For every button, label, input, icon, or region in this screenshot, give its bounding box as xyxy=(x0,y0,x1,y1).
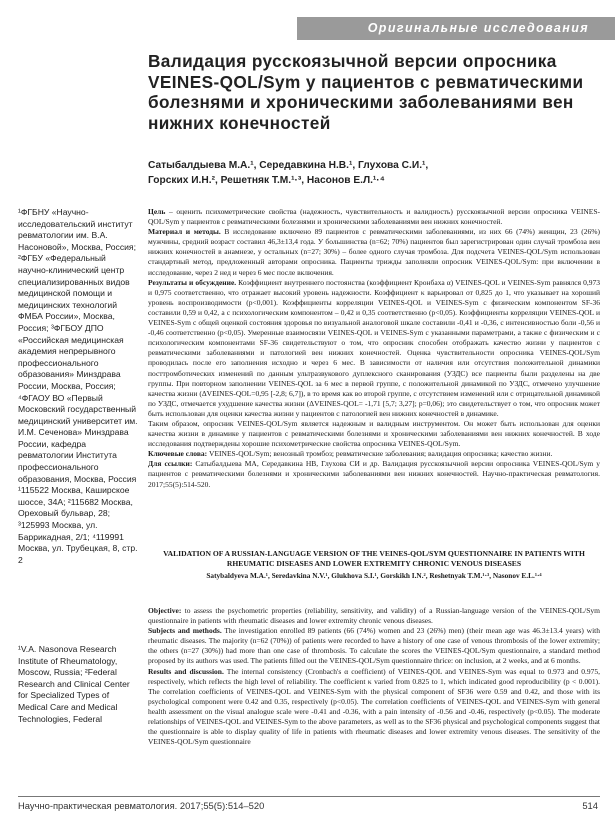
goal-label: Цель xyxy=(148,207,166,216)
section-label: Оригинальные исследования xyxy=(367,21,589,35)
abstract-conclusion: Таким образом, опросник VEINES-QOL/Sym является надежным и валидным инструментом. Он может быть использован для оценки качества жизни в динамике у пациентов с ревматическими болезнями и хроническими заболеваниями вен нижних конечностей. В ходе исследования подтверждены хорошие психометрические свойства опросника VEINES-QOL/Sym. xyxy=(148,418,600,449)
abstract-results xyxy=(148,278,600,419)
subjects-label: Subjects and methods. xyxy=(148,626,222,636)
affiliation-addresses: ¹115522 Москва, Каширское шоссе, 34А; ²115682 Москва, Ореховый бульвар, 28; ³125993 Москва, ул. Баррикадная, 2/1; ⁴119991 Москва, ул. Трубецкая, 8, стр. 2 xyxy=(18,485,138,565)
english-authors: Satybaldyeva M.A.¹, Seredavkina N.V.¹, Glukhova S.I.¹, Gorskikh I.N.², Reshetnyak T.M.¹·³, Nasonov E.L.¹·⁴ xyxy=(206,571,542,580)
abstract-goal xyxy=(148,207,600,227)
abstract-methods xyxy=(148,227,600,277)
abstract-citation xyxy=(148,459,600,489)
article-title: Валидация русскоязычной версии опросника VEINES-QOL/Sym у пациентов с ревматическими болезнями и хроническими заболеваниями вен нижних конечностей xyxy=(148,51,584,133)
abstract-keywords xyxy=(148,449,600,459)
page-number: 514 xyxy=(582,800,598,811)
footer-journal: Научно-практическая ревматология. 2017;55(5):514–520 xyxy=(18,800,265,811)
results-text: Коэффициент внутреннего постоянства (коэффициент Кронбаха α) VEINES-QOL и VEINES-Sym равнялся 0,973 и 0,975 соответственно, что отражает высокий уровень надежности. Коэффициент κ варьировал от 0,825 до 1, что указывает на хороший уровень воспроизводимости (p<0,001). Коэффициенты корреляции VEINES-QOL и VEINES-Sym с физическим компонентом SF-36 составили 0,59 и 0,42, а с психологическим компонентом – 0,42 и 0,35 соответственно (p<0,05). Коэффициенты корреляции VEINES-QOL и VEINES-Sym с общей оценкой состояния здоровья по визуальной аналоговой шкале составили -0,41 и -0,36, с интенсивностью боли -0,56 и -0,46 соответственно (p<0,05). Умеренные взаимосвязи VEINES-QOL и VEINES-Sym с указанными параметрами, а также с физическим и с психологическим компонентами SF-36 свидетельствуют о том, что опросник способен отображать качество жизни у пациентов с ревматическими заболеваниями и патологией вен нижних конечностей. Оценка чувствительности опросника VEINES-QOL/Sym проводилась после его заполнения исходно и через 6 мес. В зависимости от наличия или отсутствия положительной динамики посттромботических изменений по данным ультразвукового дуплексного сканирования (УЗДС) все пациенты были разделены на две группы. При повторном заполнении VEINES-QOL за 6 мес в первой группе, с положительной динамикой по УЗДС, отмечено улучшение качества жизни (ΔVEINES-QOL=0,95 [-2,8; 6,7]), в то время как во второй группе, с отсутствием изменений или с отрицательной динамикой по УЗДС, отмечается ухудшение качества жизни (ΔVEINES-QOL= -1,71 [5,7; 3,27]; p=0,06); это свидетельствует о том, что опросник может быть использован для оценки качества жизни у пациентов с патологией вен нижних конечностей в динамике. xyxy=(148,277,600,418)
citation-text: Сатыбалдыева МА, Середавкина НВ, Глухова СИ и др. Валидация русскоязычной версии опросника VEINES-QOL/Sym у пациентов с ревматическими болезнями и хроническими заболеваниями вен нижних конечностей. Научно-практическая ревматология. 2017;55(5):514-520. xyxy=(148,459,600,489)
affiliation-en-text: ¹V.A. Nasonova Research Institute of Rheumatology, Moscow, Russia; ²Federal Research and Clinical Center for Specialized Types of Medical Care and Medical Technologies, Federal xyxy=(18,644,130,724)
results-label: Результаты и обсуждение. xyxy=(148,277,237,287)
keywords-label: Ключевые слова: xyxy=(148,449,208,459)
affiliations-ru xyxy=(18,207,138,566)
authors-line-1: Сатыбалдыева М.А.¹, Середавкина Н.В.¹, Глухова С.И.¹, xyxy=(148,160,429,171)
abstract-en xyxy=(148,606,600,794)
goal-text: – оценить психометрические свойства (надежность, чувствительность и валидность) русскоязычной версии опросника VEINES-QOL/Sym у пациентов с ревматическими болезнями и хроническими заболеваниями вен нижних конечностей. xyxy=(148,207,600,227)
keywords-text: VEINES-QOL/Sym; венозный тромбоз; ревматические заболевания; валидация опросника; качество жизни. xyxy=(207,449,553,459)
english-title: VALIDATION OF A RUSSIAN-LANGUAGE VERSION OF THE VEINES-QOL/SYM QUESTIONNAIRE IN PATIENTS WITH RHEUMATIC DISEASES AND LOWER EXTREMITY CHRONIC VENOUS DISEASES xyxy=(163,549,585,568)
section-header-band xyxy=(297,17,615,40)
affiliations-en xyxy=(18,644,138,725)
abstract-en-objective xyxy=(148,606,600,626)
objective-label: Objective: xyxy=(148,606,182,615)
footer-divider xyxy=(18,796,600,797)
abstract-en-results xyxy=(148,667,600,748)
en-results-text: The internal consistency (Cronbach's α coefficient) of VEINES-QOL and VEINES-Sym was equal to 0.973 and 0.975, respectively, which reflects the high level of reliability. The coefficient κ varied from 0.825 to 1, which indicated good reproducibility (p < 0.001). The correlation coefficients of VEINES-QOL and VEINES-Sym with the physical component of SF36 were 0.59 and 0.42, and those with its psychological component were 0.42 and 0.35, respectively (p<0.05). The correlation coefficients of VEINES-QOL and VEINES-Sym with general health assessment on the visual analogue scale were -0.41 and -0.36, with a pain intensity of -0.56 and -0.46, respectively (p<0.05). The moderate relationships of VEINES-QOL and VEINES-Sym to the above parameters, as well as to the SF36 physical and psychological components suggest that the questionnaire is able to display quality of life in patients with rheumatic diseases and lower extremity venous diseases. The sensitivity of the VEINES-QOL/Sym questionnaire xyxy=(148,666,600,747)
authors-block xyxy=(148,158,598,188)
abstract-en-subjects xyxy=(148,626,600,666)
authors-line-2: Горских И.Н.², Решетняк Т.М.¹·³, Насонов Е.Л.¹·⁴ xyxy=(148,175,385,186)
affiliation-institutions: ¹ФГБНУ «Научно-исследовательский институт ревматологии им. В.А. Насоновой», Москва, Россия; ²ФГБУ «Федеральный научно-клинический центр специализированных видов медицинской помощи и медицинских технологий ФМБА России», Москва, Россия; ³ФГБОУ ДПО «Российская медицинская академия непрерывного профессионального образования» Минздрава России, Москва, Россия; ⁴ФГАОУ ВО «Первый Московский государственный медицинский университет им. И.М. Сеченова» Минздрава России, кафедра ревматологии Института профессионального образования, Москва, Россия xyxy=(18,207,138,484)
en-results-label: Results and discussion. xyxy=(148,666,224,676)
subjects-text: The investigation enrolled 89 patients (66 (74%) women and 23 (26%) men) (their mean age was 46.3±13.4 years) with rheumatic diseases. The majority (n=62 (70%)) of patients were recorded to have a history of one case of venous thrombosis of the lower extremity; the others (n=27 (30%)) had more than one case of thrombosis. To calculate the scores the VEINES-QOL/Sym questionnaire, a standard method proposed by its authors was used. The patients filled out the VEINES-QOL/Sym questionnaire thrice: on inclusion, at 2 weeks, and at 6 months. xyxy=(148,626,600,666)
abstract-ru xyxy=(148,207,600,547)
methods-label: Материал и методы. xyxy=(148,227,221,237)
citation-label: Для ссылки: xyxy=(148,459,193,469)
objective-text: to assess the psychometric properties (reliability, sensitivity, and validity) of a Russian-language version of the VEINES-QOL/Sym questionnaire in patients with rheumatic diseases and lower extremity chronic venous diseases. xyxy=(148,606,600,626)
methods-text: В исследование включено 89 пациентов с ревматическими заболеваниями, из них 66 (74%) женщин, 23 (26%) мужчины, средний возраст составил 46,3±13,4 года. У большинства (n=62; 70%) пациентов был зарегистрирован один случай тромбоза вен нижних конечностей в анамнезе, у остальных (n=27; 30%) – более одного случая тромбоза. Для подсчета VEINES-QOL/Sym использован стандартный метод, предложенный авторами опросника. Пациенты трижды заполняли опросник VEINES-QOL/Sym: при включении в исследование, через 2 нед и через 6 мес после включения. xyxy=(148,227,600,277)
